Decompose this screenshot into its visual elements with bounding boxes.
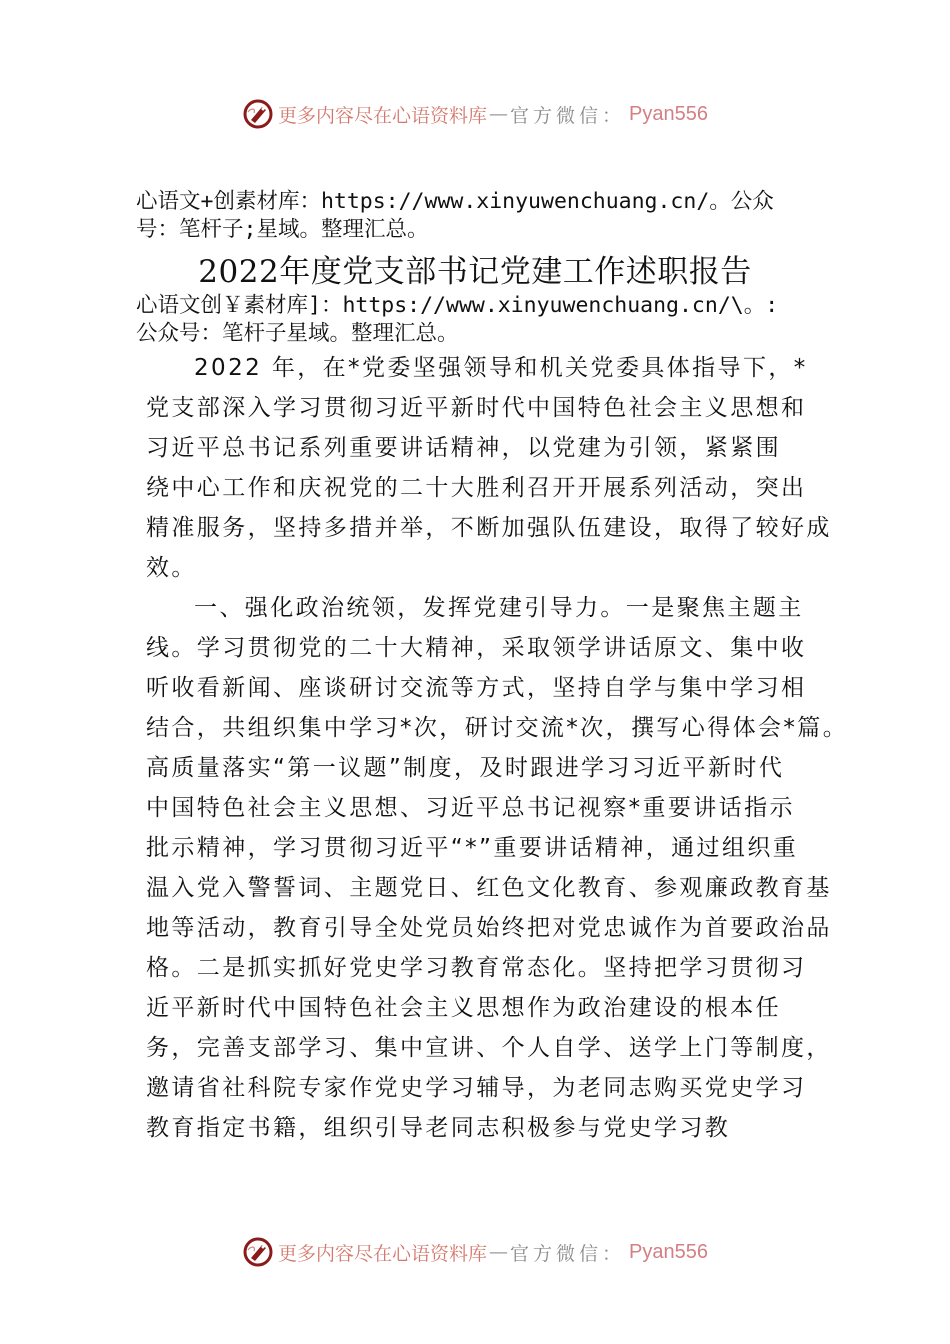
source-note-line: 心语文创￥素材库]：https://www.xinyuwenchuang.cn/\。: [136,293,779,318]
body-line: 效。 [146,555,197,581]
source-note-line: 公众号：笔杆子星域。整理汇总。 [136,321,459,346]
source-note-line: 号：笔杆子;星域。整理汇总。 [136,217,429,242]
body-line: 2022 年，在*党委坚强领导和机关党委具体指导下，* [194,355,808,381]
source-note-line: 心语文+创素材库：https://www.xinyuwenchuang.cn/。公众 [136,189,774,214]
wechat-id: Pyan556 [629,102,708,125]
body-line: 务，完善支部学习、集中宣讲、个人自学、送学上门等制度， [146,1035,832,1061]
wechat-id: Pyan556 [629,1240,708,1263]
body-line: 中国特色社会主义思想、习近平总书记视察*重要讲话指示 [146,795,795,821]
wechat-label: 官方微信： [510,1242,626,1265]
body-line: 教育指定书籍，组织引导老同志积极参与党史学习教 [146,1115,731,1141]
footer-watermark-banner [0,1232,950,1272]
body-line: 温入党入警誓词、主题党日、红色文化教育、参观廉政教育基 [146,875,832,901]
body-line: 一、强化政治统领，发挥党建引导力。一是聚焦主题主 [194,595,804,621]
pen-nib-circle-icon [242,98,274,130]
pen-nib-circle-icon [242,1236,274,1268]
body-line: 地等活动，教育引导全处党员始终把对党忠诚作为首要政治品 [146,915,832,941]
body-line: 线。学习贯彻党的二十大精神，采取领学讲话原文、集中收 [146,635,807,661]
header-watermark-banner [0,94,950,134]
body-line: 邀请省社科院专家作党史学习辅导，为老同志购买党史学习 [146,1075,807,1101]
body-line: 精准服务，坚持多措并举，不断加强队伍建设，取得了较好成 [146,515,832,541]
library-promo-text: 更多内容尽在心语资料库 [278,104,488,127]
body-line: 近平新时代中国特色社会主义思想作为政治建设的根本任 [146,995,781,1021]
body-line: 高质量落实“第一议题”制度，及时跟进学习习近平新时代 [146,755,785,781]
body-line: 听收看新闻、座谈研讨交流等方式，坚持自学与集中学习相 [146,675,807,701]
library-promo-text: 更多内容尽在心语资料库 [278,1242,488,1265]
body-line: 结合，共组织集中学习*次，研讨交流*次，撰写心得体会*篇。 [146,715,849,741]
banner-dash: — [489,1241,509,1263]
body-line: 党支部深入学习贯彻习近平新时代中国特色社会主义思想和 [146,395,807,421]
body-line: 批示精神，学习贯彻习近平“*”重要讲话精神，通过组织重 [146,835,799,861]
document-title: 2022年度党支部书记党建工作述职报告 [198,254,752,290]
wechat-label: 官方微信： [510,104,626,127]
body-line: 习近平总书记系列重要讲话精神，以党建为引领，紧紧围 [146,435,781,461]
body-line: 格。二是抓实抓好党史学习教育常态化。坚持把学习贯彻习 [146,955,807,981]
body-line: 绕中心工作和庆祝党的二十大胜利召开开展系列活动，突出 [146,475,807,501]
banner-dash: — [489,103,509,125]
